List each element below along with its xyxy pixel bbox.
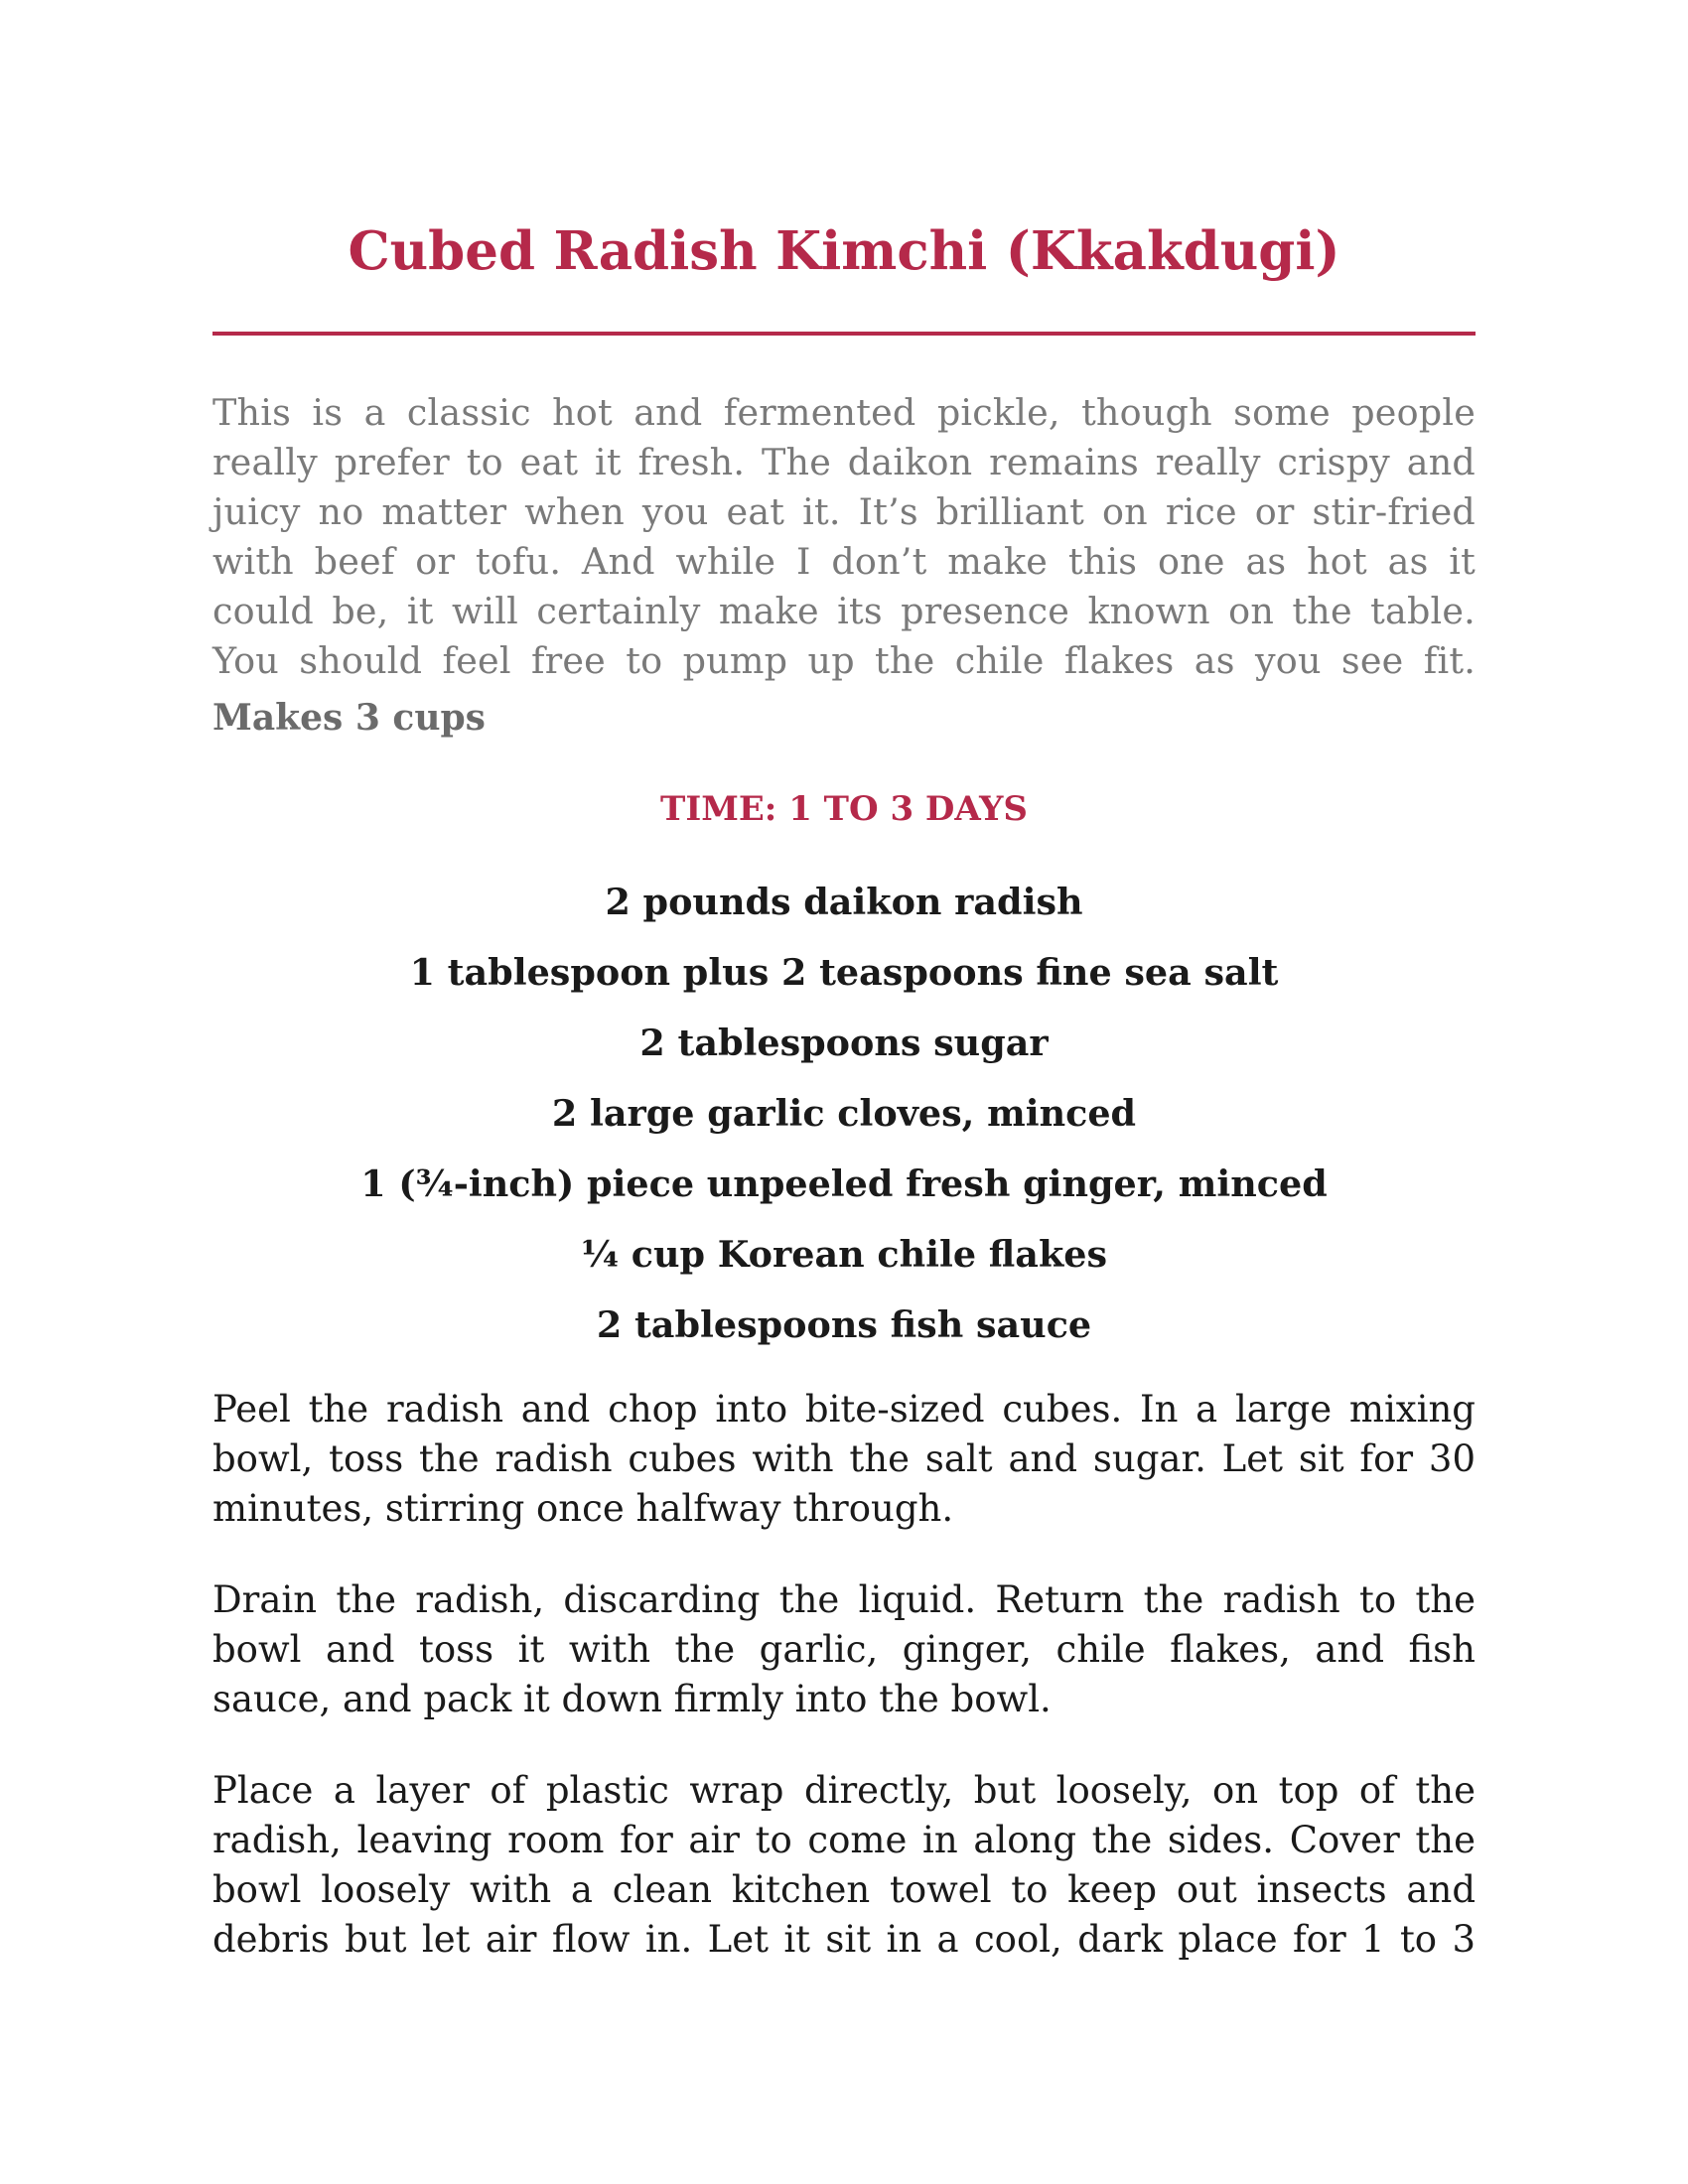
intro-line: really prefer to eat it fresh. The daikon remains really crispy and	[212, 441, 1476, 483]
step-line: radish, leaving room for air to come in along the sides. Cover the	[212, 1819, 1476, 1861]
step-line: debris but let air flow in. Let it sit in a cool, dark place for 1 to 3	[212, 1918, 1476, 1961]
recipe-title: Cubed Radish Kimchi (Kkakdugi)	[348, 220, 1340, 282]
ingredient-item: 2 large garlic cloves, minced	[551, 1092, 1137, 1135]
ingredient-item: ¼ cup Korean chile flakes	[580, 1233, 1108, 1276]
step-line: bowl, toss the radish cubes with the salt and sugar. Let sit for 30	[212, 1437, 1476, 1480]
method-steps	[212, 1385, 1476, 2006]
step-line: bowl and toss it with the garlic, ginger, chile flakes, and fish	[212, 1628, 1476, 1671]
ingredient-list	[212, 878, 1476, 1371]
step-line: bowl loosely with a clean kitchen towel to keep out insects and	[212, 1868, 1476, 1911]
step-line: sauce, and pack it down firmly into the bowl.	[212, 1678, 1052, 1720]
step-line: minutes, stirring once halfway through.	[212, 1487, 954, 1530]
step-line: Peel the radish and chop into bite-sized cubes. In a large mixing	[212, 1388, 1476, 1431]
ingredient-item: 1 tablespoon plus 2 teaspoons fine sea salt	[409, 951, 1279, 994]
method-step	[212, 1575, 1476, 1724]
ingredient-item: 2 tablespoons fish sauce	[596, 1303, 1092, 1346]
recipe-intro	[212, 388, 1476, 686]
intro-line: with beef or tofu. And while I don’t make this one as hot as it	[212, 540, 1476, 583]
intro-line: You should feel free to pump up the chile flakes as you see fit.	[212, 639, 1476, 682]
ingredient-item: 1 (¾-inch) piece unpeeled fresh ginger, minced	[360, 1162, 1328, 1205]
ingredient-item: 2 tablespoons sugar	[639, 1022, 1049, 1064]
step-line: Drain the radish, discarding the liquid. Return the radish to the	[212, 1578, 1476, 1621]
method-step	[212, 1385, 1476, 1534]
recipe-time: TIME: 1 TO 3 DAYS	[660, 789, 1028, 829]
ingredient-item: 2 pounds daikon radish	[605, 881, 1083, 923]
title-divider	[212, 332, 1476, 336]
intro-line: could be, it will certainly make its presence known on the table.	[212, 590, 1476, 632]
step-line: Place a layer of plastic wrap directly, but loosely, on top of the	[212, 1769, 1476, 1812]
recipe-yield: Makes 3 cups	[212, 697, 486, 739]
intro-line: juicy no matter when you eat it. It’s brilliant on rice or stir-fried	[212, 490, 1476, 533]
method-step	[212, 1766, 1476, 1965]
intro-line: This is a classic hot and fermented pickle, though some people	[212, 391, 1476, 434]
